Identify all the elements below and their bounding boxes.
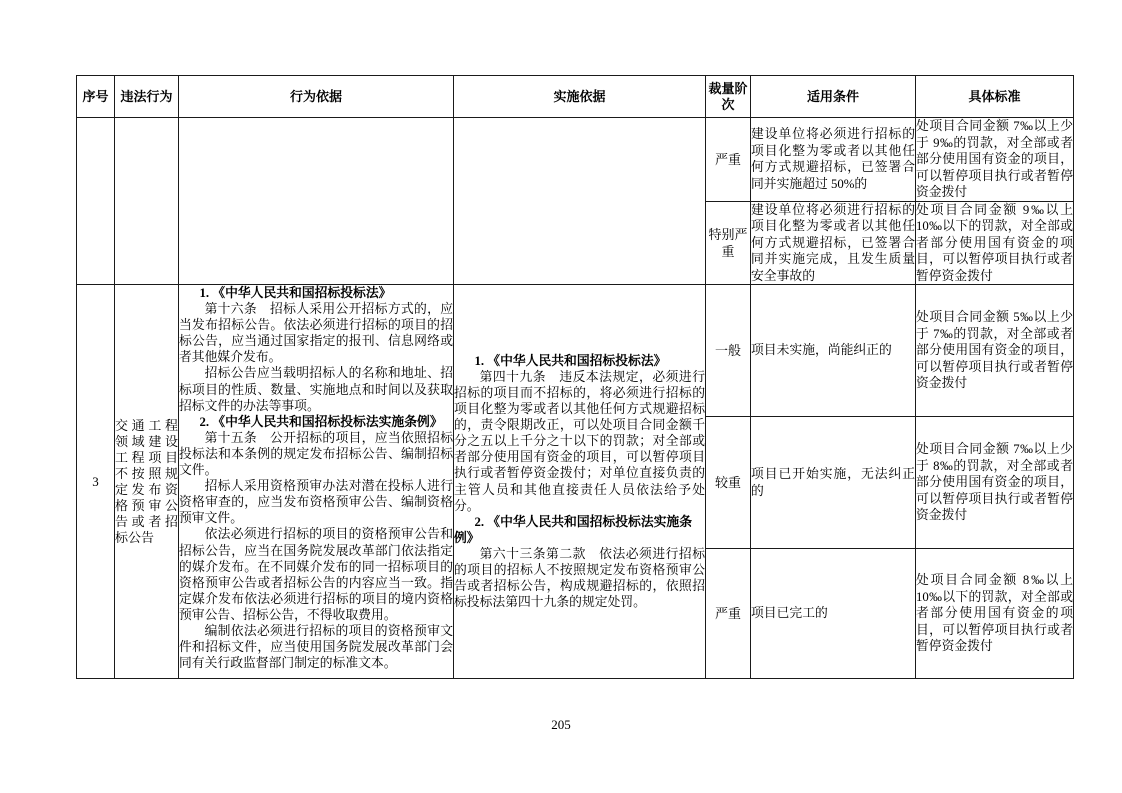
specific-standard: 处项目合同金额 7‰以上少于 9‰的罚款，对全部或者部分使用国有资金的项目，可以暂停项目执行或者暂停资金拨付 bbox=[916, 119, 1073, 199]
specific-standard: 处项目合同金额 7‰以上少于 8‰的罚款，对全部或者部分使用国有资金的项目，可以暂停项目执行或者暂停资金拨付 bbox=[916, 417, 1074, 549]
empty-implementation-basis-cell bbox=[454, 118, 706, 285]
penalty-discretion-table bbox=[76, 75, 1074, 679]
law-title: 1. 《中华人民共和国招标投标法》 bbox=[199, 286, 392, 300]
specific-standard: 处项目合同金额 5‰以上少于 7‰的罚款，对全部或者部分使用国有资金的项目，可以暂停项目执行或者暂停资金拨付 bbox=[916, 285, 1074, 417]
empty-behavior-basis-cell bbox=[179, 118, 454, 285]
law-paragraph: 招标公告应当载明招标人的名称和地址、招标项目的性质、数量、实施地点和时间以及获取招标文件的办法等事项。 bbox=[179, 366, 453, 413]
col-header-discretion-level: 裁量阶次 bbox=[706, 76, 751, 118]
discretion-level: 特别严重 bbox=[706, 201, 751, 285]
table-row-entry3-general bbox=[77, 285, 1074, 417]
empty-violation-cell bbox=[115, 118, 179, 285]
col-header-implementation-basis: 实施依据 bbox=[454, 76, 706, 118]
applicable-condition: 项目已完工的 bbox=[751, 549, 916, 679]
applicable-condition: 项目已开始实施，无法纠正的 bbox=[751, 417, 916, 549]
violation-description: 交通工程领域建设工程项目不按照规定发布资格预审公告或者招标公告 bbox=[115, 285, 179, 679]
specific-standard: 处项目合同金额 9‰以上 10‰以下的罚款，对全部或者部分使用国有资金的项目，可以暂停项目执行或者暂停资金拨付 bbox=[916, 202, 1073, 283]
col-header-applicable-condition: 适用条件 bbox=[751, 76, 916, 118]
discretion-level: 一般 bbox=[706, 285, 751, 417]
behavior-basis-cell bbox=[179, 285, 454, 679]
empty-index-cell bbox=[77, 118, 115, 285]
col-header-behavior-basis: 行为依据 bbox=[179, 76, 454, 118]
table-header-row bbox=[77, 76, 1074, 118]
col-header-violation: 违法行为 bbox=[115, 76, 179, 118]
law-title: 2. 《中华人民共和国招标投标法实施条例》 bbox=[454, 514, 693, 545]
table-row-continuation-severe bbox=[77, 118, 1074, 202]
applicable-condition: 建设单位将必须进行招标的项目化整为零或者以其他任何方式规避招标，已签署合同并实施完成，且发生质量安全事故的 bbox=[751, 202, 915, 283]
law-paragraph: 依法必须进行招标的项目的资格预审公告和招标公告，应当在国务院发展改革部门依法指定的媒介发布。在不同媒介发布的同一招标项目的资格预审公告或者招标公告的内容应当一致。指定媒介发布依法必须进行招标的项目的境内资格预审公告、招标公告，不得收取费用。 bbox=[179, 527, 453, 622]
law-paragraph: 第十五条 公开招标的项目，应当依照招标投标法和本条例的规定发布招标公告、编制招标文件。 bbox=[179, 430, 453, 478]
page-number: 205 bbox=[551, 717, 571, 732]
law-paragraph: 第六十三条第二款 依法必须进行招标的项目的招标人不按照规定发布资格预审公告或者招标公告，构成规避招标的，依照招标投标法第四十九条的规定处罚。 bbox=[454, 546, 705, 610]
specific-standard: 处项目合同金额 8‰以上 10‰以下的罚款，对全部或者部分使用国有资金的项目，可以暂停项目执行或者暂停资金拨付 bbox=[916, 549, 1074, 679]
law-paragraph: 招标人采用资格预审办法对潜在投标人进行资格审查的，应当发布资格预审公告、编制资格预审文件。 bbox=[179, 479, 453, 526]
implementation-basis-cell bbox=[454, 285, 706, 679]
applicable-condition: 项目未实施，尚能纠正的 bbox=[751, 285, 916, 417]
law-paragraph: 编制依法必须进行招标的项目的资格预审文件和招标文件，应当使用国务院发展改革部门会同有关行政监督部门制定的标准文本。 bbox=[179, 623, 453, 671]
discretion-level: 严重 bbox=[706, 118, 751, 202]
applicable-condition: 建设单位将必须进行招标的项目化整为零或者以其他任何方式规避招标，已签署合同并实施超过 50%的 bbox=[751, 118, 916, 202]
entry-index: 3 bbox=[77, 285, 115, 679]
law-paragraph: 第十六条 招标人采用公开招标方式的，应当发布招标公告。依法必须进行招标的项目的招标公告，应当通过国家指定的报刊、信息网络或者其他媒介发布。 bbox=[179, 302, 453, 365]
law-paragraph: 第四十九条 违反本法规定，必须进行招标的项目而不招标的，将必须进行招标的项目化整为零或者以其他任何方式规避招标的，责令限期改正，可以处项目合同金额千分之五以上千分之十以下的罚款；对全部或者部分使用国有资金的项目，可以暂停项目执行或者暂停资金拨付；对单位直接负责的主管人员和其他直接责任人员依法给予处分。 bbox=[454, 369, 705, 513]
law-title: 1. 《中华人民共和国招标投标法》 bbox=[474, 353, 667, 368]
discretion-level: 较重 bbox=[706, 417, 751, 549]
col-header-specific-standard: 具体标准 bbox=[916, 76, 1074, 118]
discretion-level: 严重 bbox=[706, 549, 751, 679]
col-header-index: 序号 bbox=[77, 76, 115, 118]
law-title: 2. 《中华人民共和国招标投标法实施条例》 bbox=[199, 414, 443, 429]
